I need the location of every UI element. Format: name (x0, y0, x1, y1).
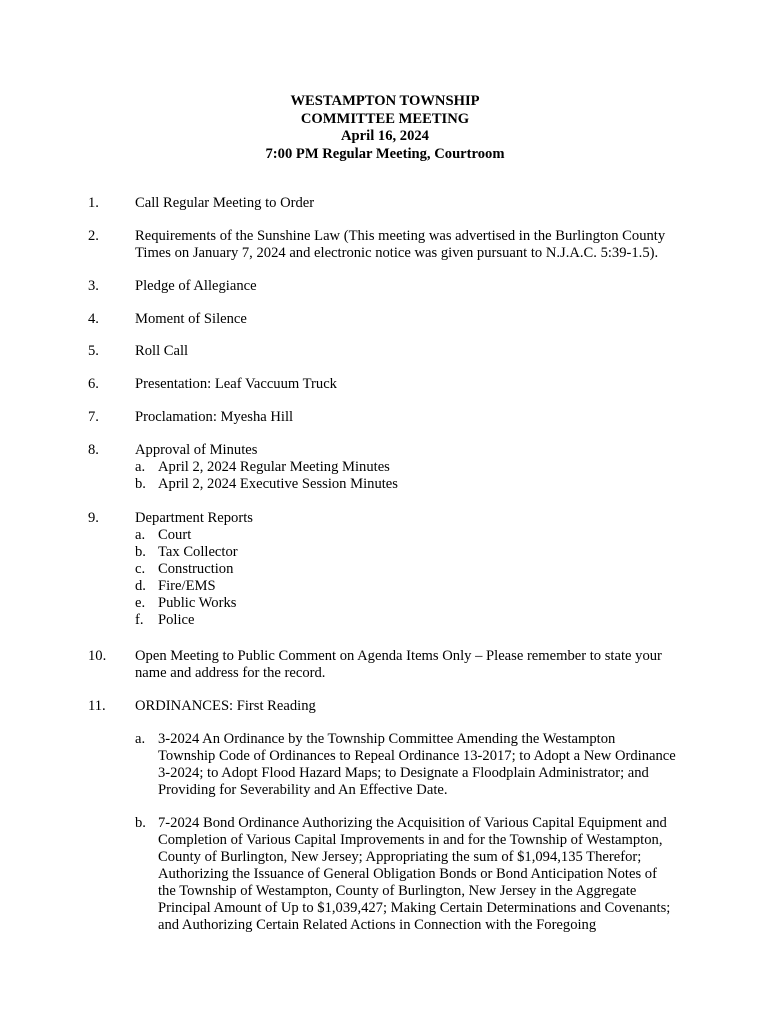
sub-item-text: Court (158, 527, 192, 543)
sub-item (135, 544, 705, 561)
sub-item-line: the Township of Westampton, County of Burlington, New Jersey in the Aggregate (158, 883, 637, 899)
item-text (135, 510, 705, 629)
sub-item-text: April 2, 2024 Executive Session Minutes (158, 476, 398, 492)
item-text (135, 648, 705, 682)
sub-item-letter: a. (135, 459, 146, 475)
sub-item-letter: a. (135, 731, 146, 747)
item-text (135, 442, 705, 493)
sub-item-letter: c. (135, 561, 146, 577)
item-number: 4. (88, 311, 99, 327)
sub-item-letter: b. (135, 815, 146, 831)
ordinance-7-2024 (135, 815, 705, 934)
item-number: 11. (88, 698, 106, 714)
sub-item-text: Construction (158, 561, 234, 577)
township-name: WESTAMPTON TOWNSHIP (290, 93, 480, 109)
item-text (135, 228, 705, 262)
sub-item-line: 3-2024 An Ordinance by the Township Committee Amending the Westampton (158, 731, 616, 747)
item-text-line: Open Meeting to Public Comment on Agenda Items Only – Please remember to state your (135, 648, 662, 664)
sub-item-text: Fire/EMS (158, 578, 216, 594)
sub-item-letter: b. (135, 476, 146, 492)
sub-item-line: Providing for Severability and An Effective Date. (158, 782, 448, 798)
item-text: Moment of Silence (135, 311, 247, 327)
sub-item-line: County of Burlington, New Jersey; Appropriating the sum of $1,094,135 Therefor; (158, 849, 642, 865)
sub-item (135, 578, 705, 595)
item-number: 1. (88, 195, 99, 211)
ordinance-3-2024 (135, 731, 705, 799)
item-number: 5. (88, 343, 99, 359)
sub-item-line: Principal Amount of Up to $1,039,427; Making Certain Determinations and Covenants; (158, 900, 671, 916)
sub-item-line: 7-2024 Bond Ordinance Authorizing the Acquisition of Various Capital Equipment and (158, 815, 667, 831)
item-text-line: Times on January 7, 2024 and electronic notice was given pursuant to N.J.A.C. 5:39-1.5). (135, 245, 659, 261)
sub-item-letter: a. (135, 527, 146, 543)
sub-item-line: and Authorizing Certain Related Actions in Connection with the Foregoing (158, 917, 597, 933)
item-number: 7. (88, 409, 99, 425)
meeting-type: COMMITTEE MEETING (300, 110, 470, 127)
item-number: 9. (88, 510, 99, 526)
sub-item-text: Public Works (158, 595, 237, 611)
item-number: 10. (88, 648, 107, 664)
item-text: Call Regular Meeting to Order (135, 195, 315, 211)
sub-item (135, 561, 705, 578)
sub-item-text: Tax Collector (158, 544, 238, 560)
item-text-line: Requirements of the Sunshine Law (This meeting was advertised in the Burlington County (135, 228, 666, 244)
sub-item-text: April 2, 2024 Regular Meeting Minutes (158, 459, 390, 475)
item-heading: Department Reports (135, 510, 253, 526)
sub-item-letter: e. (135, 595, 146, 611)
sub-item-line: Township Code of Ordinances to Repeal Ordinance 13-2017; to Adopt a New Ordinance (158, 748, 676, 764)
sub-item-letter: b. (135, 544, 146, 560)
sub-item-line: 3-2024; to Adopt Flood Hazard Maps; to Designate a Floodplain Administrator; and (158, 765, 649, 781)
sub-item-text: Police (158, 612, 195, 628)
item-text: Roll Call (135, 343, 189, 359)
sub-item (135, 476, 705, 493)
meeting-time-location: 7:00 PM Regular Meeting, Courtroom (265, 145, 505, 162)
sub-item (135, 612, 705, 629)
item-number: 2. (88, 228, 99, 244)
sub-item (135, 595, 705, 612)
item-text: Pledge of Allegiance (135, 278, 257, 294)
item-text: Presentation: Leaf Vaccuum Truck (135, 376, 337, 392)
item-number: 6. (88, 376, 99, 392)
sub-item (135, 459, 705, 476)
item-text: ORDINANCES: First Reading (135, 698, 316, 714)
meeting-date: April 16, 2024 (341, 128, 429, 144)
sub-item-letter: f. (135, 612, 144, 628)
sub-item-line: Completion of Various Capital Improvements in and for the Township of Westampton, (158, 832, 663, 848)
document-header (0, 93, 770, 163)
item-number: 8. (88, 442, 99, 458)
sub-item (135, 527, 705, 544)
sub-item-line: Authorizing the Issuance of General Obligation Bonds or Bond Anticipation Notes of (158, 866, 657, 882)
item-text: Proclamation: Myesha Hill (135, 409, 294, 425)
item-number: 3. (88, 278, 99, 294)
item-heading: Approval of Minutes (135, 442, 258, 458)
sub-item-letter: d. (135, 578, 146, 594)
item-text-line: name and address for the record. (135, 665, 326, 681)
